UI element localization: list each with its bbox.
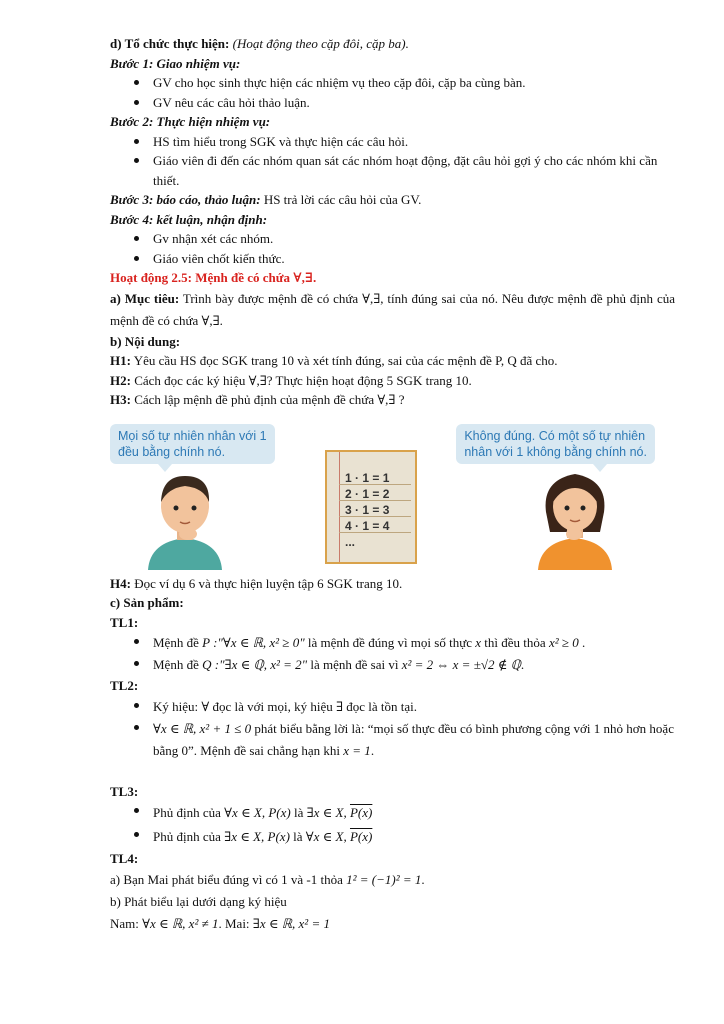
activity-title: Hoạt động 2.5: Mệnh đề có chứa ∀,∃. bbox=[110, 270, 317, 285]
tl4-a: a) Bạn Mai phát biểu đúng vì có 1 và -1 thỏa 1² = (−1)² = 1. bbox=[110, 871, 425, 887]
question-h1: H1: Yêu cầu HS đọc SGK trang 10 và xét tính đúng, sai của các mệnh đề P, Q đã cho. bbox=[110, 353, 558, 368]
tl4-b: b) Phát biểu lại dưới dạng ký hiệu bbox=[110, 893, 287, 909]
girl-figure-icon bbox=[530, 462, 620, 570]
question-h2: H2: Cách đọc các ký hiệu ∀,∃? Thực hiện hoạt động 5 SGK trang 10. bbox=[110, 372, 472, 388]
list-item: Gv nhận xét các nhóm. bbox=[110, 229, 675, 249]
list-item: ∀x ∈ ℝ, x² + 1 ≤ 0 phát biểu bằng lời là: “mọi số thực đều có bình phương cộng với 1 nhỏ hơn hoặc bằng 0”. Mệnh đề sai chẳng hạn khi x = 1. bbox=[110, 718, 675, 762]
step2-heading: Bước 2: Thực hiện nhiệm vụ: bbox=[110, 114, 271, 129]
list-item: GV cho học sinh thực hiện các nhiệm vụ theo cặp đôi, cặp ba cùng bàn. bbox=[110, 73, 675, 93]
tl2-heading: TL2: bbox=[110, 678, 139, 693]
list-item: HS tìm hiểu trong SGK và thực hiện các câu hỏi. bbox=[110, 132, 675, 152]
boy-figure-icon bbox=[140, 466, 230, 570]
tl4-heading: TL4: bbox=[110, 851, 139, 866]
step1-heading: Bước 1: Giao nhiệm vụ: bbox=[110, 55, 241, 71]
tl4-symbols: Nam: ∀x ∈ ℝ, x² ≠ 1. Mai: ∃x ∈ ℝ, x² = 1 bbox=[110, 915, 330, 931]
tl3-heading: TL3: bbox=[110, 783, 139, 799]
speech-bubble-left: Mọi số tự nhiên nhân với 1 đều bằng chính nó. bbox=[110, 424, 275, 464]
multiplication-board: 1 · 1 = 1 2 · 1 = 2 3 · 1 = 3 4 · 1 = 4 ... bbox=[325, 450, 417, 564]
step3-line: Bước 3: báo cáo, thảo luận: HS trả lời các câu hỏi của GV. bbox=[110, 192, 422, 207]
list-item: Giáo viên chốt kiến thức. bbox=[110, 249, 675, 269]
list-item: Mệnh đề P :"∀x ∈ ℝ, x² ≥ 0" là mệnh đề đúng vì mọi số thực x thì đều thỏa x² ≥ 0 . bbox=[110, 632, 675, 654]
product-heading: c) Sản phẩm: bbox=[110, 595, 184, 610]
list-item: Ký hiệu: ∀ đọc là với mọi, ký hiệu ∃ đọc là tồn tại. bbox=[110, 696, 675, 718]
list-item: Phủ định của ∀x ∈ X, P(x) là ∃x ∈ X, P(x) bbox=[110, 801, 675, 825]
step4-heading: Bước 4: kết luận, nhận định: bbox=[110, 211, 268, 227]
list-item: Mệnh đề Q :"∃x ∈ ℚ, x² = 2" là mệnh đề sai vì x² = 2 ⇔ x = ±√2 ∉ ℚ. bbox=[110, 654, 675, 676]
list-item: Phủ định của ∃x ∈ X, P(x) là ∀x ∈ X, P(x) bbox=[110, 825, 675, 849]
list-item: Giáo viên đi đến các nhóm quan sát các nhóm hoạt động, đặt câu hỏi gợi ý cho các nhóm khi cần thiết. bbox=[110, 151, 675, 190]
objective-paragraph: a) Mục tiêu: Trình bày được mệnh đề có chứa ∀,∃, tính đúng sai của nó. Nêu được mệnh đề phủ định của mệnh đề có chứa ∀,∃. bbox=[110, 290, 675, 328]
question-h4: H4: Đọc ví dụ 6 và thực hiện luyện tập 6 SGK trang 10. bbox=[110, 575, 403, 591]
tl1-heading: TL1: bbox=[110, 614, 139, 630]
speech-bubble-right: Không đúng. Có một số tự nhiên nhân với 1 không bằng chính nó. bbox=[456, 424, 655, 464]
list-item: GV nêu các câu hỏi thảo luận. bbox=[110, 93, 675, 113]
illustration bbox=[110, 418, 675, 570]
section-d-heading: d) Tổ chức thực hiện: (Hoạt động theo cặp đôi, cặp ba). bbox=[110, 36, 409, 51]
question-h3: H3: Cách lập mệnh đề phủ định của mệnh đề chứa ∀,∃ ? bbox=[110, 392, 405, 407]
content-heading: b) Nội dung: bbox=[110, 333, 181, 349]
document-page bbox=[110, 34, 675, 935]
